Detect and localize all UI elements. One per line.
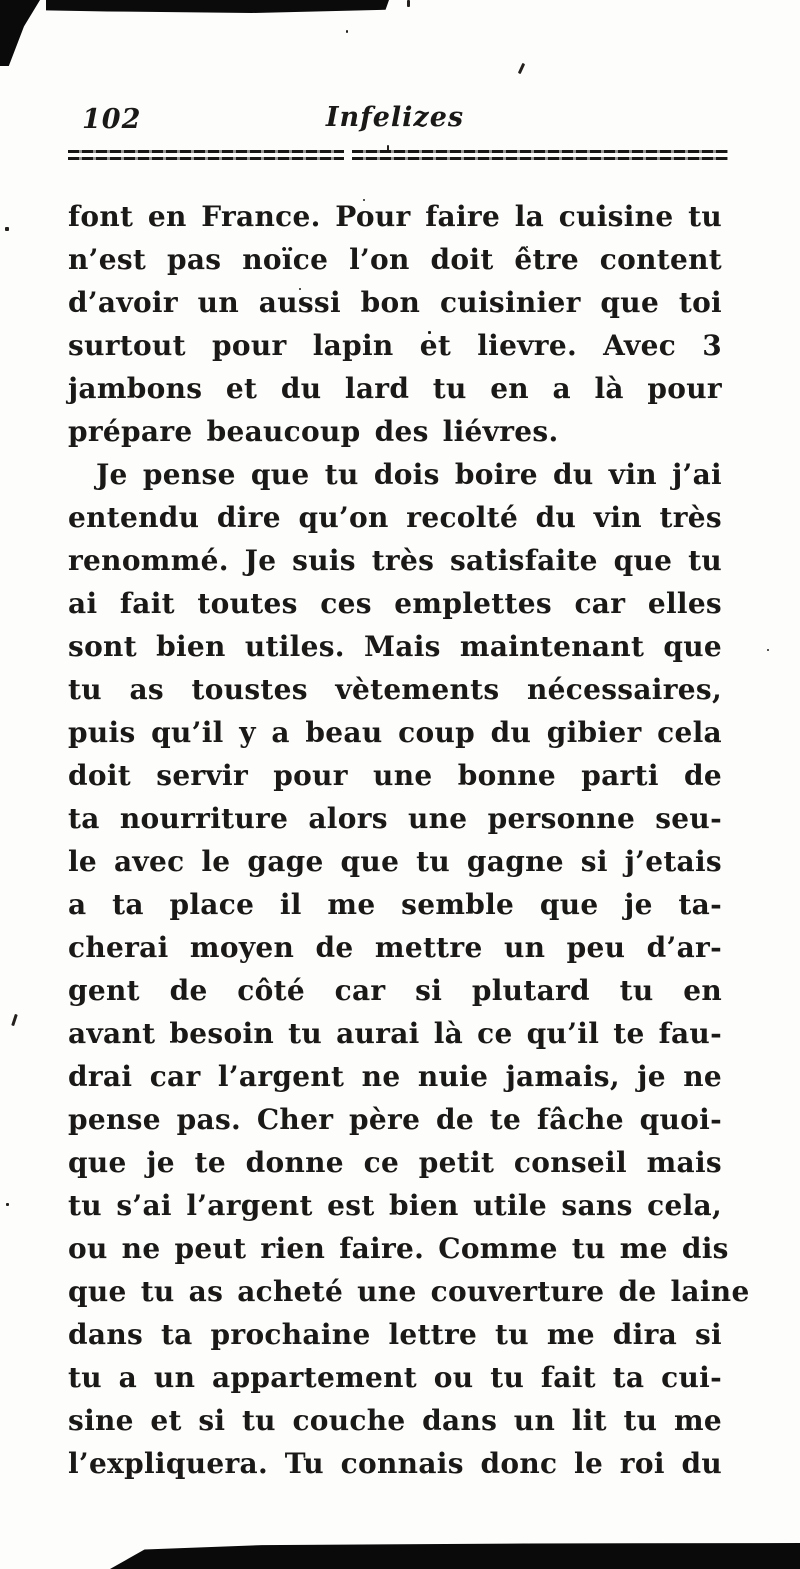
text-line: dans ta prochaine lettre tu me dira si bbox=[68, 1318, 722, 1351]
text-line: que tu as acheté une couverture de laine bbox=[68, 1275, 750, 1308]
header-double-rule bbox=[68, 150, 728, 160]
text-line: cherai moyen de mettre un peu d’ar- bbox=[68, 931, 722, 964]
rule-bar bbox=[352, 157, 728, 160]
text-line: prépare beaucoup des liévres. bbox=[68, 415, 559, 448]
text-line: doit servir pour une bonne parti de bbox=[68, 759, 722, 792]
ink-speck bbox=[11, 1014, 18, 1026]
text-line: tu a un appartement ou tu fait ta cui- bbox=[68, 1361, 722, 1394]
text-line: d’avoir un aussi bon cuisinier que toi bbox=[68, 286, 722, 319]
text-line: sont bien utiles. Mais maintenant que bbox=[68, 630, 722, 663]
text-line: pense pas. Cher père de te fâche quoi- bbox=[68, 1103, 722, 1136]
text-line: drai car l’argent ne nuie jamais, je ne bbox=[68, 1060, 722, 1093]
text-line: avant besoin tu aurai là ce qu’il te fau- bbox=[68, 1017, 722, 1050]
text-line: sine et si tu couche dans un lit tu me bbox=[68, 1404, 722, 1437]
rule-bar bbox=[68, 150, 344, 153]
text-line: n’est pas noïce l’on doit être content bbox=[68, 243, 722, 276]
rule-segment-right bbox=[352, 150, 728, 160]
scan-artifact-top-edge bbox=[46, 0, 389, 13]
page-body bbox=[68, 195, 750, 1485]
ink-speck bbox=[346, 30, 348, 33]
text-line: Je pense que tu dois boire du vin j’ai bbox=[96, 458, 722, 491]
rule-bar bbox=[68, 157, 344, 160]
ink-speck bbox=[407, 0, 410, 7]
ink-speck bbox=[518, 63, 525, 74]
text-line: entendu dire qu’on recolté du vin très bbox=[68, 501, 722, 534]
text-line: ai fait toutes ces emplettes car elles bbox=[68, 587, 722, 620]
text-line: tu s’ai l’argent est bien utile sans cela, bbox=[68, 1189, 722, 1222]
page-number: 102 bbox=[82, 104, 142, 135]
text-line: que je te donne ce petit conseil mais bbox=[68, 1146, 722, 1179]
text-line: jambons et du lard tu en a là pour bbox=[68, 372, 722, 405]
scan-artifact-top-left bbox=[0, 0, 40, 66]
text-line: ou ne peut rien faire. Comme tu me dis bbox=[68, 1232, 729, 1265]
text-line: l’expliquera. Tu connais donc le roi du bbox=[68, 1447, 722, 1480]
text-line: a ta place il me semble que je ta- bbox=[68, 888, 722, 921]
scan-artifact-bottom-edge bbox=[110, 1543, 800, 1569]
ink-speck bbox=[5, 227, 9, 231]
text-line: tu as toustes vètements nécessaires, bbox=[68, 673, 722, 706]
text-line: surtout pour lapin et lievre. Avec 3 bbox=[68, 329, 722, 362]
running-title: Infelizes bbox=[325, 102, 465, 133]
text-line: ta nourriture alors une personne seu- bbox=[68, 802, 722, 835]
text-line: renommé. Je suis très satisfaite que tu bbox=[68, 544, 722, 577]
text-line: font en France. Pour faire la cuisine tu bbox=[68, 200, 722, 233]
ink-speck bbox=[767, 649, 769, 651]
rule-bar bbox=[352, 150, 728, 153]
text-line: le avec le gage que tu gagne si j’etais bbox=[68, 845, 722, 878]
rule-segment-left bbox=[68, 150, 344, 160]
ink-speck bbox=[6, 1203, 9, 1206]
text-line: puis qu’il y a beau coup du gibier cela bbox=[68, 716, 722, 749]
text-line: gent de côté car si plutard tu en bbox=[68, 974, 722, 1007]
